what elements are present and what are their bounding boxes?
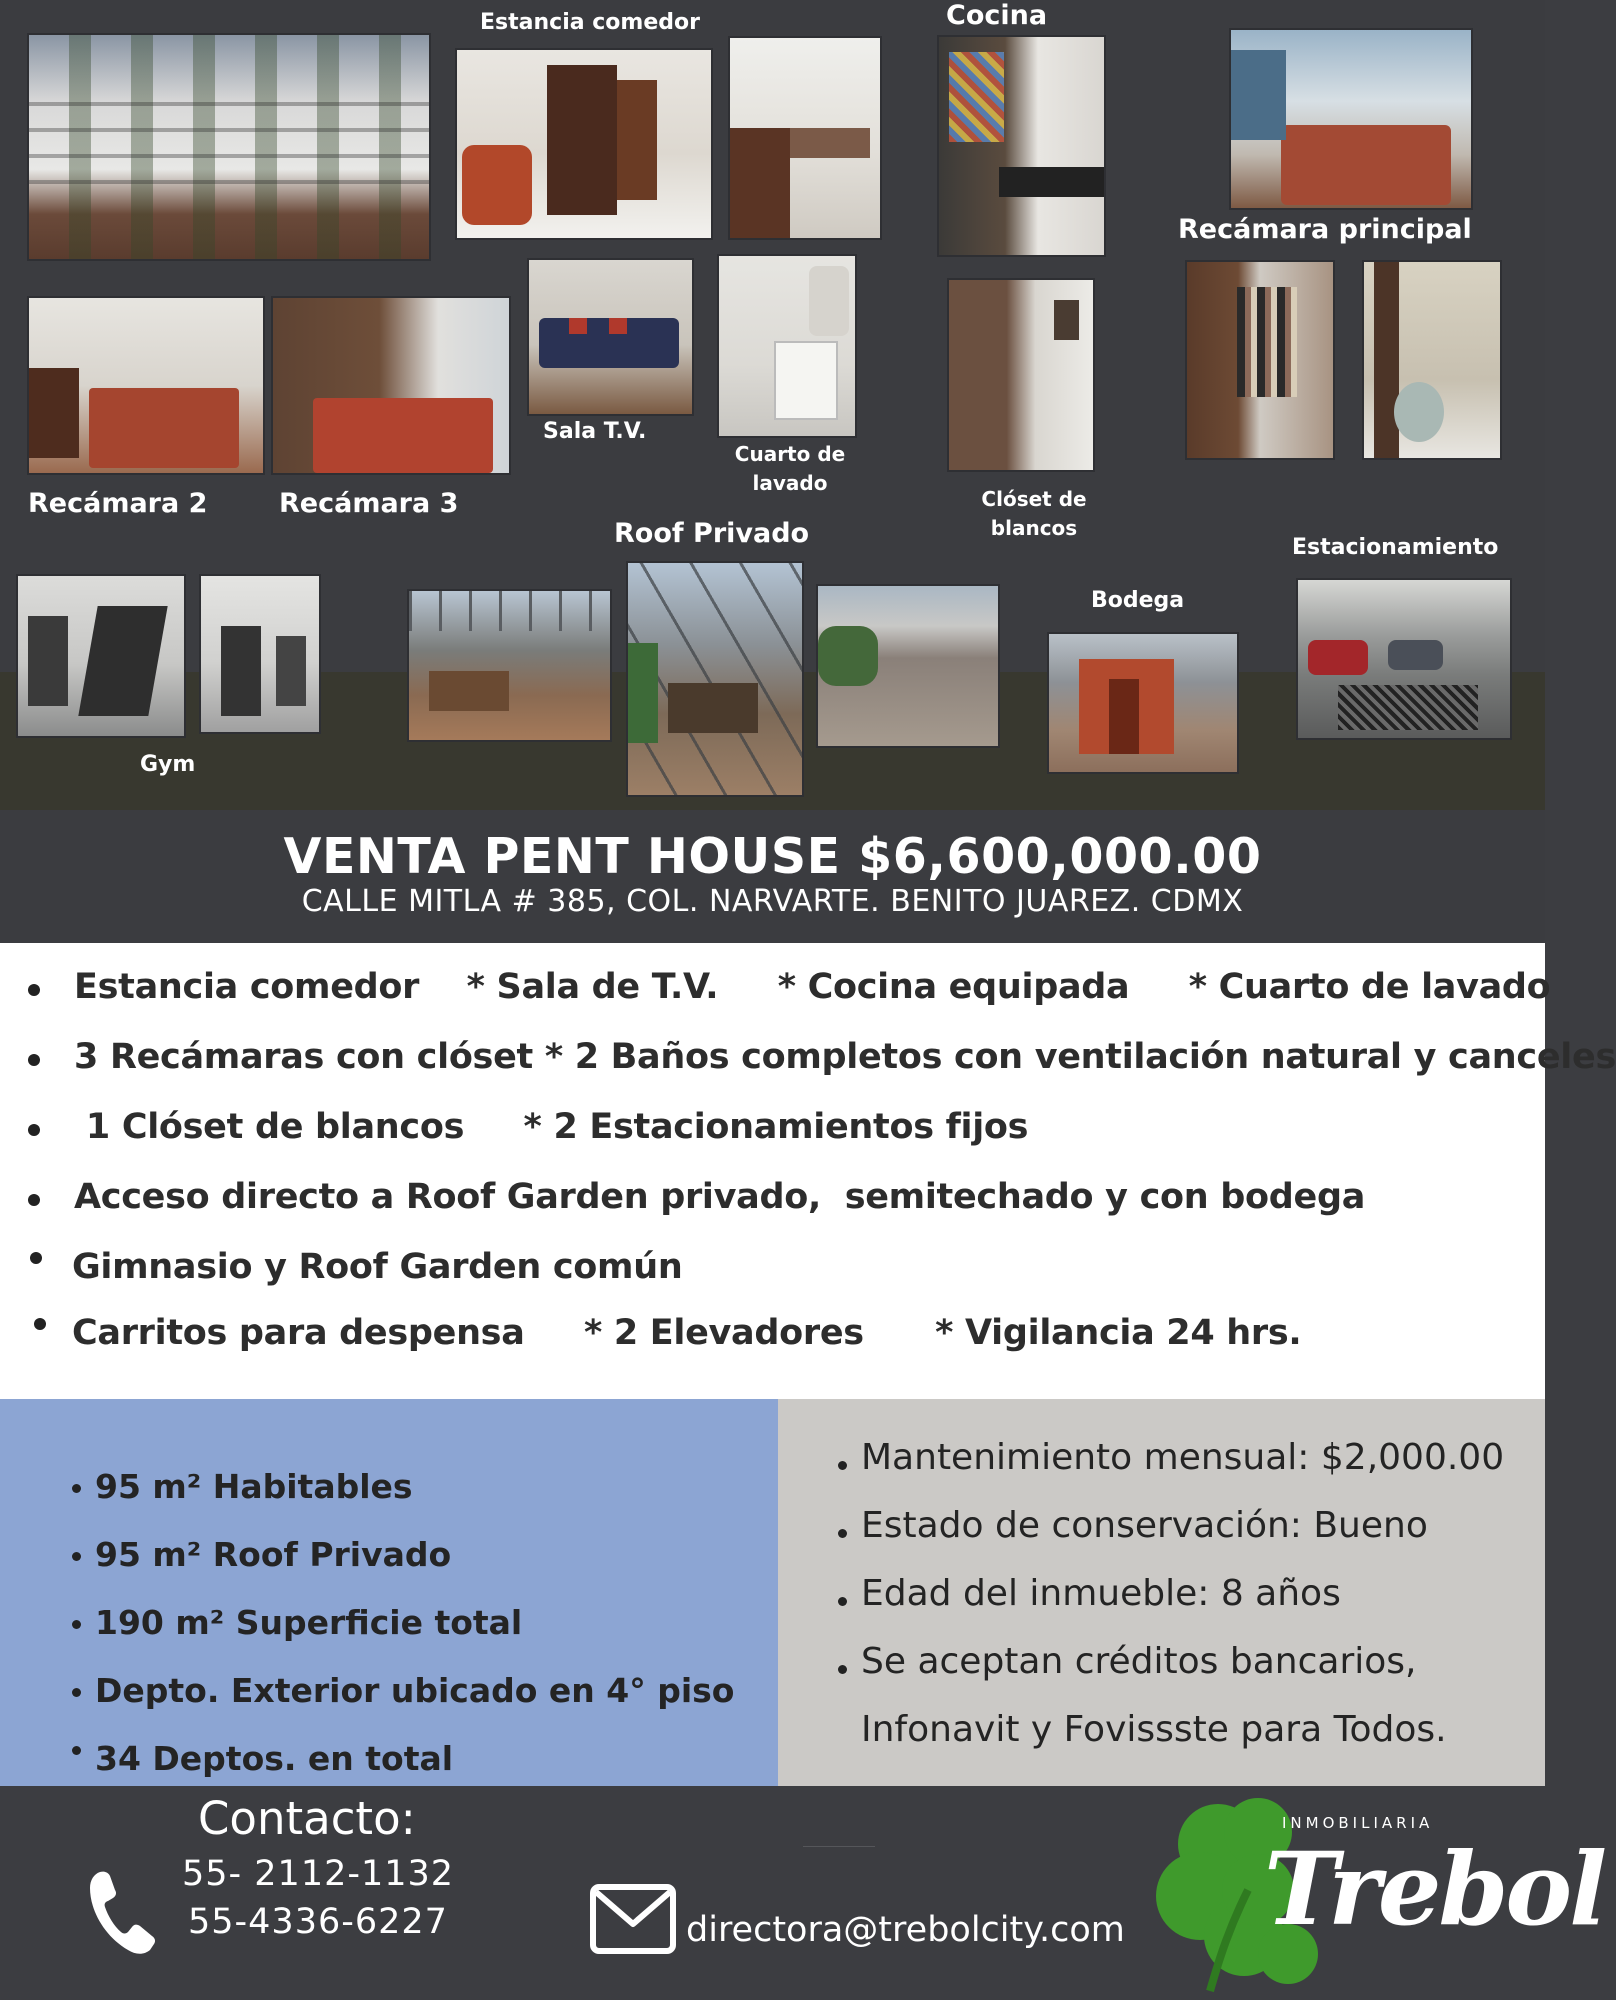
feature-item: Acceso directo a Roof Garden privado, semitechado y con bodega — [28, 1177, 1365, 1217]
trebol-logo — [1140, 1786, 1605, 2000]
photo-gallery — [0, 0, 1545, 810]
photo-cuarto-lavado — [719, 256, 855, 436]
bullet-icon — [838, 1529, 847, 1538]
phone-number-1[interactable]: 55- 2112-1132 — [182, 1854, 455, 1894]
photo-roof-2 — [628, 563, 802, 795]
contact-email[interactable]: directora@trebolcity.com — [686, 1910, 1125, 1950]
feature-item: Estancia comedor * Sala de T.V. * Cocina equipada * Cuarto de lavado — [28, 967, 1550, 1007]
features-list — [0, 943, 1616, 1399]
bullet-icon — [28, 984, 40, 996]
bullet-icon — [28, 1054, 40, 1066]
photo-bano — [1364, 262, 1500, 458]
photo-recamara-principal-closet — [1187, 262, 1333, 458]
specs-details-panel — [778, 1399, 1545, 1786]
spec-item: 95 m² Roof Privado — [72, 1535, 451, 1574]
feature-item: Gimnasio y Roof Garden común — [30, 1247, 682, 1287]
divider — [803, 1846, 875, 1847]
caption-recamara-principal: Recámara principal — [1178, 214, 1472, 245]
bullet-icon — [72, 1688, 81, 1697]
bullet-icon — [72, 1620, 81, 1629]
photo-cocina — [939, 37, 1104, 255]
logo-tagline: INMOBILIARIA — [1282, 1814, 1434, 1832]
feature-item: 1 Clóset de blancos * 2 Estacionamientos fijos — [28, 1107, 1028, 1147]
photo-recamara-3 — [273, 298, 509, 473]
photo-gym-2 — [201, 576, 319, 732]
caption-lavado: Cuarto de lavado — [734, 442, 846, 495]
photo-bodega — [1049, 634, 1237, 772]
mail-icon — [590, 1884, 676, 1954]
bullet-icon — [30, 1252, 42, 1264]
spec-item: Depto. Exterior ubicado en 4° piso — [72, 1671, 734, 1710]
spec-item: Se aceptan créditos bancarios, — [838, 1641, 1417, 1682]
listing-address: CALLE MITLA # 385, COL. NARVARTE. BENITO JUAREZ. CDMX — [301, 884, 1244, 919]
photo-roof-3 — [818, 586, 998, 746]
photo-gym-1 — [18, 576, 184, 736]
spec-item-continuation: Infonavit y Fovissste para Todos. — [861, 1709, 1447, 1750]
logo-wordmark: Trebol — [1264, 1830, 1605, 1948]
spec-item: 95 m² Habitables — [72, 1467, 413, 1506]
contact-title: Contacto: — [198, 1792, 416, 1845]
spec-item: Mantenimiento mensual: $2,000.00 — [838, 1437, 1504, 1478]
caption-estacionamiento: Estacionamiento — [1292, 535, 1499, 560]
caption-roof: Roof Privado — [614, 518, 810, 549]
photo-estancia-1 — [457, 50, 711, 238]
title-band — [0, 810, 1545, 943]
spec-item: Edad del inmueble: 8 años — [838, 1573, 1341, 1614]
bullet-icon — [72, 1484, 81, 1493]
spec-item: 34 Deptos. en total — [72, 1739, 453, 1778]
caption-gym: Gym — [140, 752, 196, 777]
caption-bodega: Bodega — [1091, 588, 1185, 613]
bullet-icon — [838, 1461, 847, 1470]
photo-building-exterior — [29, 35, 429, 259]
photo-roof-1 — [409, 591, 610, 740]
photo-estacionamiento — [1298, 580, 1510, 738]
bullet-icon — [72, 1552, 81, 1561]
caption-closet: Clóset de blancos — [981, 487, 1087, 540]
bullet-icon — [28, 1124, 40, 1136]
bullet-icon — [838, 1597, 847, 1606]
specs-area-panel — [0, 1399, 778, 1786]
spec-item: 190 m² Superficie total — [72, 1603, 522, 1642]
bullet-icon — [34, 1318, 46, 1330]
spec-item: Estado de conservación: Bueno — [838, 1505, 1428, 1546]
listing-headline: VENTA PENT HOUSE $6,600,000.00 — [283, 828, 1262, 885]
photo-closet-blancos — [949, 280, 1093, 470]
bullet-icon — [72, 1746, 81, 1755]
phone-icon — [86, 1866, 160, 1958]
photo-recamara-2 — [29, 298, 263, 473]
photo-recamara-principal-bed — [1231, 30, 1471, 208]
photo-sala-tv — [529, 260, 692, 414]
bullet-icon — [28, 1194, 40, 1206]
feature-item: Carritos para despensa * 2 Elevadores * Vigilancia 24 hrs. — [34, 1313, 1301, 1353]
caption-recamara-2: Recámara 2 — [28, 488, 208, 519]
caption-recamara-3: Recámara 3 — [279, 488, 459, 519]
phone-number-2[interactable]: 55-4336-6227 — [188, 1902, 448, 1942]
bullet-icon — [838, 1665, 847, 1674]
feature-item: 3 Recámaras con clóset * 2 Baños completos con ventilación natural y canceles — [28, 1037, 1616, 1077]
caption-sala: Sala T.V. — [543, 419, 647, 444]
caption-estancia: Estancia comedor — [480, 10, 700, 35]
caption-cocina: Cocina — [946, 0, 1048, 31]
contact-section — [0, 1786, 1605, 2000]
photo-estancia-2 — [730, 38, 880, 238]
